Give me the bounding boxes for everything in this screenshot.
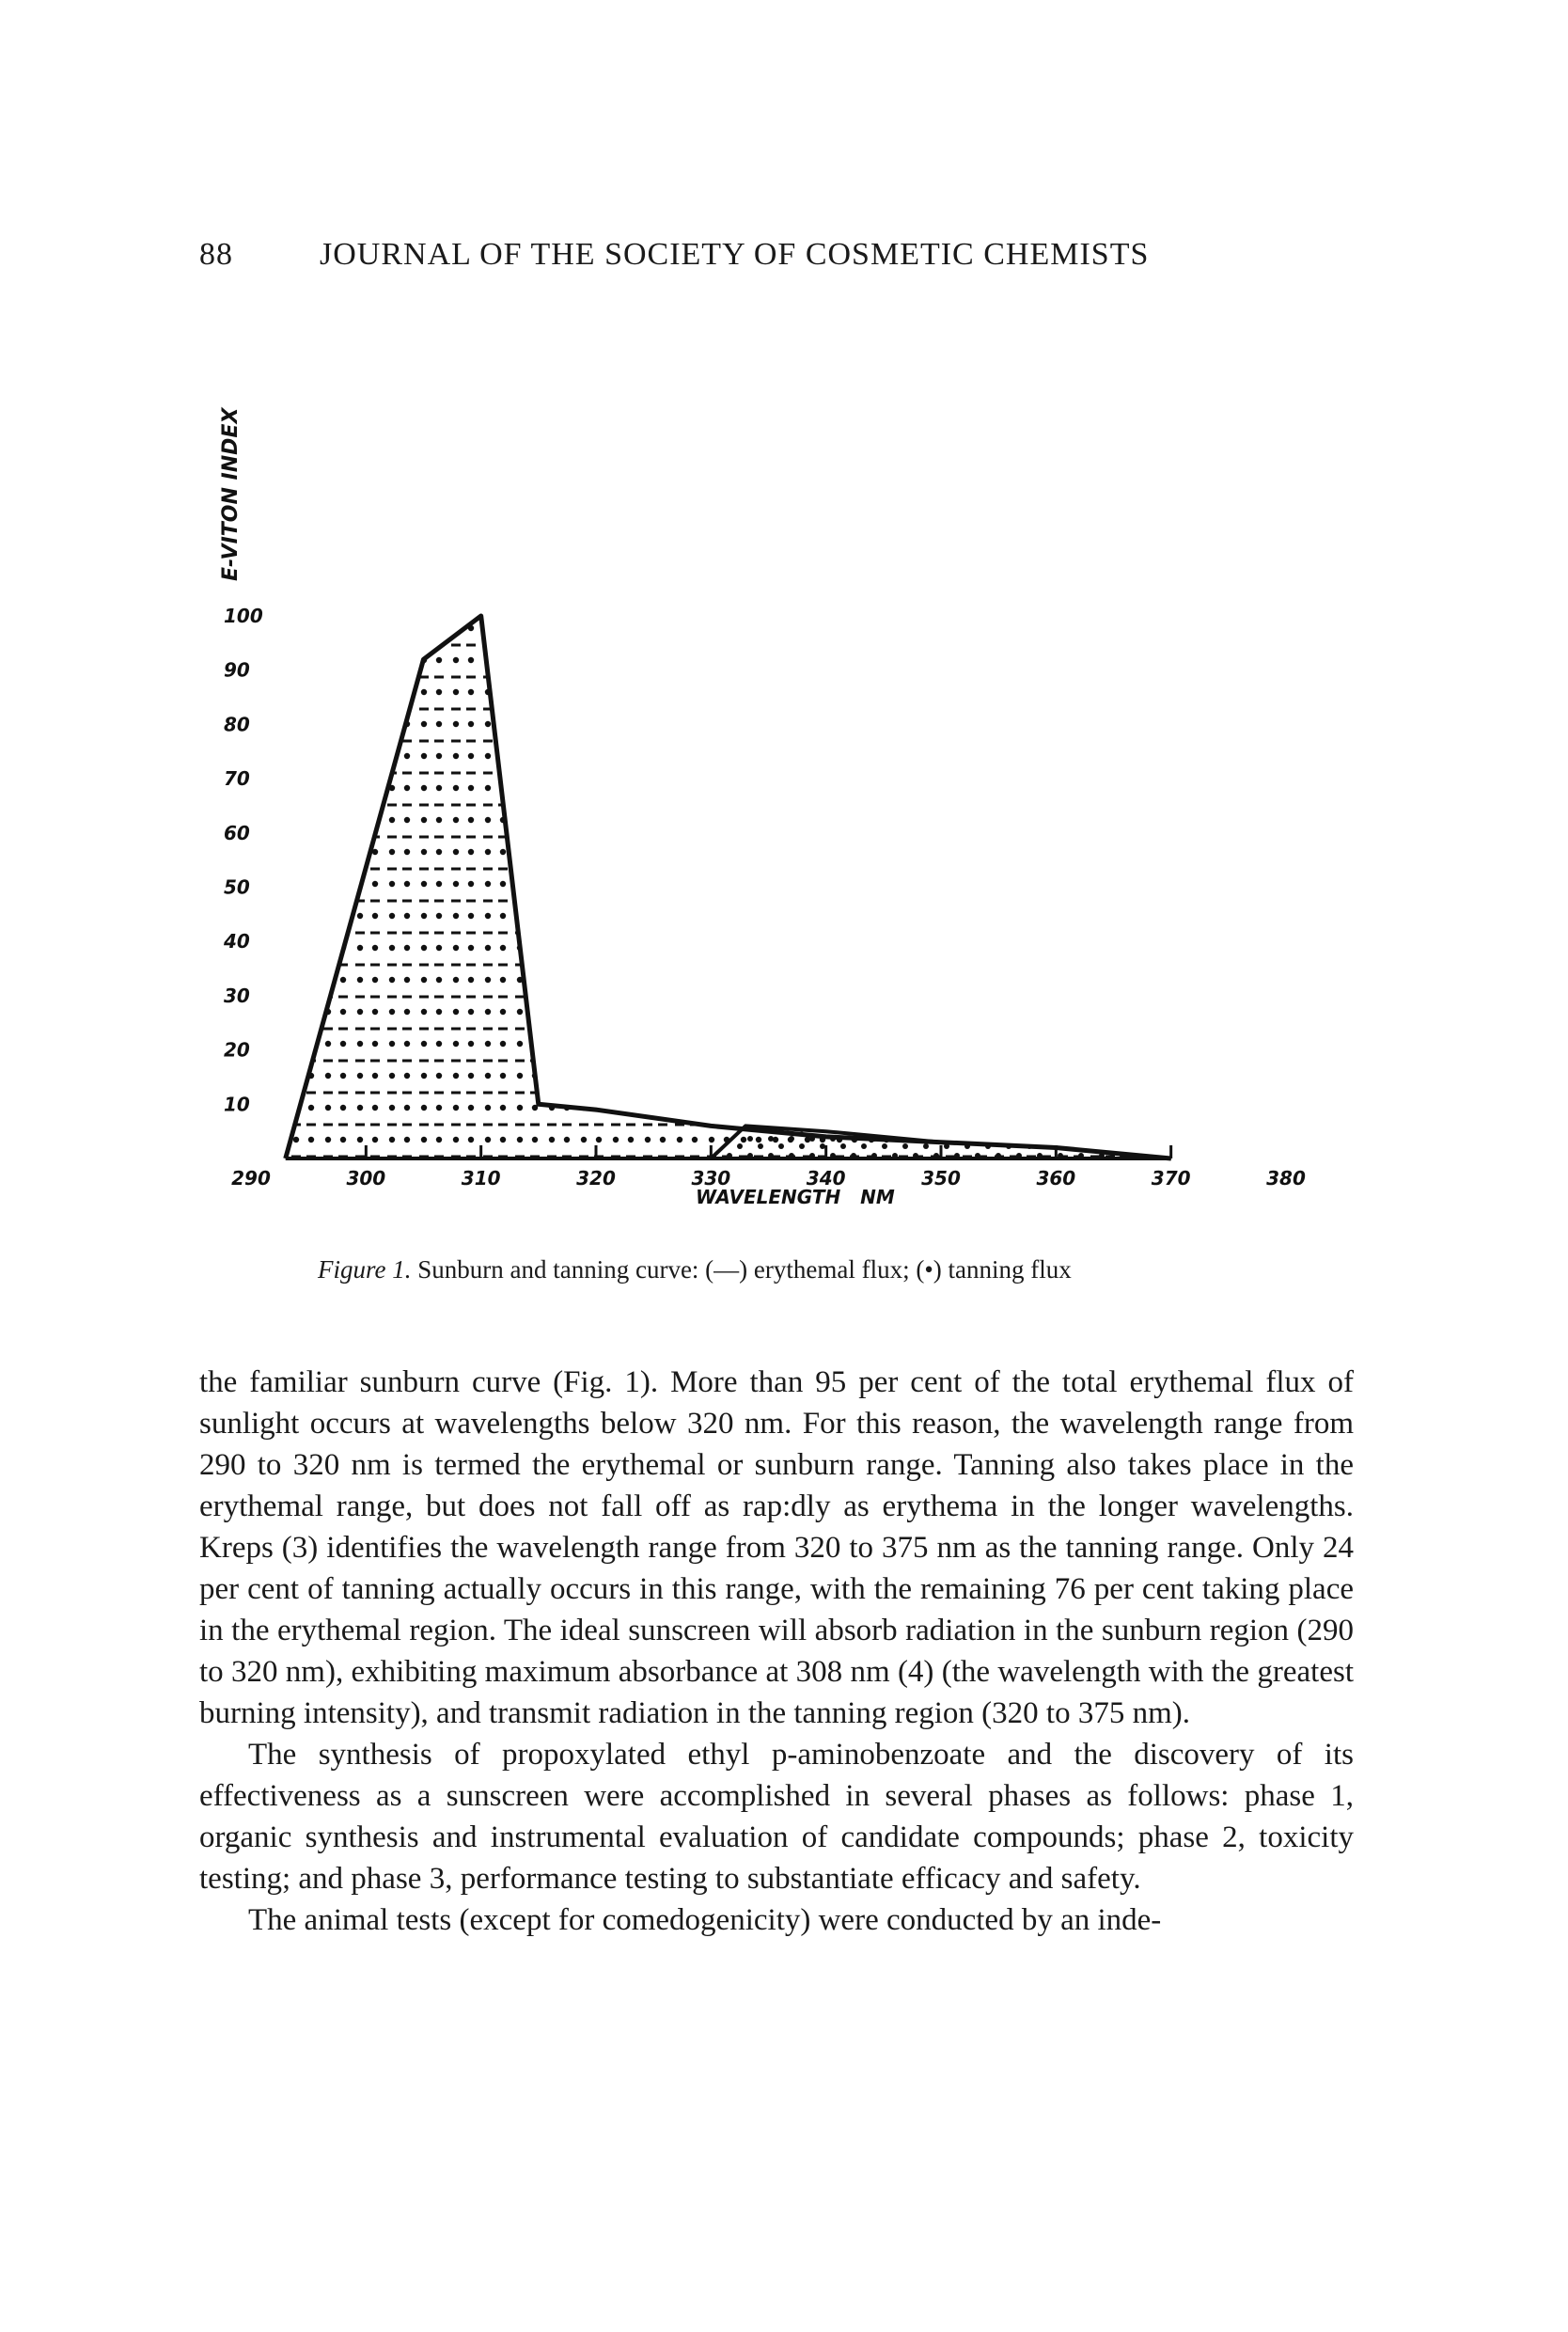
y-tick-label: 30 xyxy=(224,984,250,1007)
y-tick-label: 60 xyxy=(224,821,250,844)
body-text xyxy=(199,1362,1354,1941)
y-tick-labels xyxy=(223,605,263,1115)
paragraph-1: the familiar sunburn curve (Fig. 1). More than 95 per cent of the total erythemal flux of sunlight occurs at wavelengths below 320 nm. For this reason, the wavelength range from 290 to 320 nm is termed the erythemal or sunburn range. Tanning also takes place in the erythemal range, but does not fall off as rap:dly as erythema in the longer wavelengths. Kreps (3) identifies the wavelength range from 320 to 375 nm as the tanning range. Only 24 per cent of tanning actually occurs in this range, with the remaining 76 per cent taking place in the erythemal region. The ideal sunscreen will absorb radiation in the sunburn region (290 to 320 nm), exhibiting maximum absorbance at 308 nm (4) (the wavelength with the greatest burning intensity), and transmit radiation in the tanning region (320 to 375 nm). xyxy=(199,1365,1354,1730)
x-tick-label: 360 xyxy=(1036,1167,1076,1190)
x-tick-label: 370 xyxy=(1151,1167,1191,1190)
figure-caption-text: Sunburn and tanning curve: (—) erythemal flux; (•) tanning flux xyxy=(411,1255,1072,1284)
y-tick-label: 50 xyxy=(224,875,250,899)
y-tick-label: 10 xyxy=(224,1093,250,1116)
y-tick-label: 40 xyxy=(224,930,250,953)
x-tick-label: 320 xyxy=(576,1167,616,1190)
x-tick-label: 380 xyxy=(1266,1167,1306,1190)
x-tick-label: 290 xyxy=(231,1167,271,1190)
plot-area xyxy=(286,616,1171,1158)
paragraph-2: The synthesis of propoxylated ethyl p-aminobenzoate and the discovery of its effectiveness as a sunscreen were accomplished in several phases as follows: phase 1, organic synthesis and instrumental evaluation of candidate compounds; phase 2, toxicity testing; and phase 3, performance testing to substantiate efficacy and safety. xyxy=(199,1738,1354,1896)
x-tick-label: 340 xyxy=(806,1167,846,1190)
y-tick-label: 100 xyxy=(224,605,263,627)
x-axis-title: WAVELENGTH NM xyxy=(696,1186,895,1208)
x-tick-label: 350 xyxy=(921,1167,961,1190)
y-axis-title: E-VITON INDEX xyxy=(219,407,243,581)
x-tick-label: 330 xyxy=(691,1167,731,1190)
x-tick-label: 300 xyxy=(346,1167,386,1190)
erythemal-flux-area xyxy=(286,616,1171,1158)
paragraph-3: The animal tests (except for comedogenicity) were conducted by an inde- xyxy=(248,1903,1162,1937)
journal-title: JOURNAL OF THE SOCIETY OF COSMETIC CHEMISTS xyxy=(320,237,1150,272)
x-tick-label: 310 xyxy=(461,1167,501,1190)
y-tick-label: 80 xyxy=(224,713,250,736)
figure-label: Figure 1. xyxy=(318,1255,412,1284)
y-tick-label: 20 xyxy=(224,1038,250,1062)
page-number: 88 xyxy=(199,237,233,272)
figure-caption xyxy=(318,1255,1352,1284)
y-tick-label: 90 xyxy=(224,658,250,682)
y-tick-label: 70 xyxy=(224,767,250,791)
